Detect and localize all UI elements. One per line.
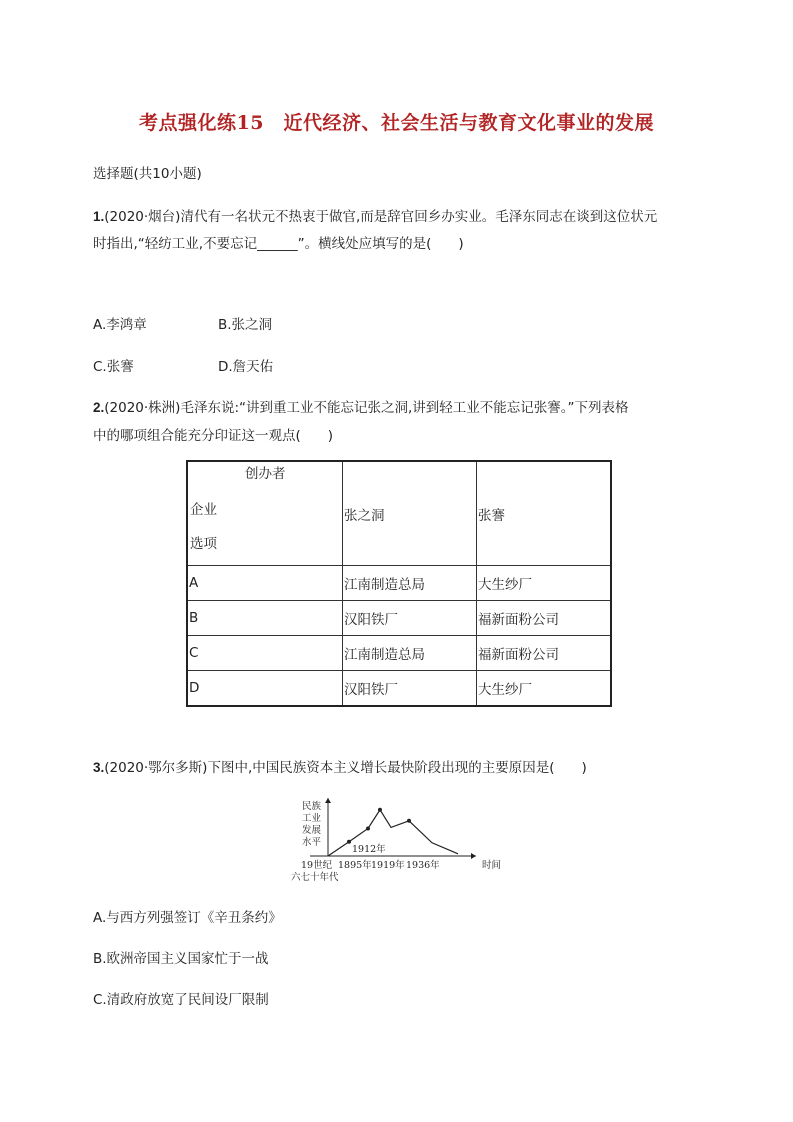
table-cell-option: A — [187, 566, 343, 601]
x-axis-arrow — [471, 853, 476, 859]
table-cell-option: D — [187, 671, 343, 707]
x-tick-1895: 1895年 — [338, 860, 372, 871]
y-axis-arrow — [325, 798, 331, 803]
question-1-option-b: B.张之洞 — [218, 317, 273, 333]
question-3-option-b: B.欧洲帝国主义国家忙于一战 — [93, 951, 269, 967]
header-option-label: 选项 — [190, 536, 217, 552]
table-cell-zhangjian: 福新面粉公司 — [477, 601, 612, 636]
data-point — [407, 819, 411, 823]
y-label-line-2: 工业 — [302, 813, 322, 824]
y-label-line-4: 水平 — [302, 837, 322, 848]
data-point — [347, 840, 351, 844]
question-3-option-a: A.与西方列强签订《辛丑条约》 — [93, 910, 282, 926]
page-title: 考点强化练15 近代经济、社会生活与教育文化事业的发展 — [139, 112, 654, 134]
table-cell-zhangzhidong: 江南制造总局 — [343, 566, 477, 601]
table-row — [187, 671, 611, 707]
question-3-number: 3. — [93, 760, 105, 775]
table-row — [187, 636, 611, 671]
table-row — [187, 601, 611, 636]
question-1-option-c: C.张謇 — [93, 359, 134, 375]
x-tick-1-line-1: 19世纪 — [301, 860, 333, 871]
table-header-row — [187, 461, 611, 566]
question-2-text-1: (2020·株洲)毛泽东说:“讲到重工业不能忘记张之洞,讲到轻工业不能忘记张謇。”下列表格 — [104, 400, 629, 416]
table-cell-zhangjian: 大生纱厂 — [477, 671, 612, 707]
question-1-option-d: D.詹天佑 — [218, 359, 274, 375]
table-cell-option: B — [187, 601, 343, 636]
series-line — [328, 810, 458, 856]
table-cell-zhangzhidong: 江南制造总局 — [343, 636, 477, 671]
x-tick-1919: 1919年 — [371, 860, 405, 871]
industry-development-chart — [288, 798, 506, 882]
question-2-line-1 — [93, 396, 629, 416]
answer-table — [186, 460, 612, 707]
table-header-diagonal-cell — [187, 461, 343, 566]
header-founder-label: 创办者 — [245, 466, 286, 482]
header-enterprise-label: 企业 — [190, 502, 217, 518]
question-1-option-a: A.李鸿章 — [93, 317, 147, 333]
table-header-zhangjian: 张謇 — [477, 461, 612, 566]
annotation-1912: 1912年 — [352, 844, 386, 855]
data-point — [378, 808, 382, 812]
data-point — [366, 827, 370, 831]
table-row — [187, 566, 611, 601]
question-1-text-1: (2020·烟台)清代有一名状元不热衷于做官,而是辞官回乡办实业。毛泽东同志在谈到这位状元 — [104, 209, 658, 225]
x-tick-1936: 1936年 — [406, 860, 440, 871]
x-tick-1-line-2: 六七十年代 — [291, 872, 339, 882]
question-1-line-1 — [93, 205, 657, 225]
question-3-option-c: C.清政府放宽了民间设厂限制 — [93, 992, 269, 1008]
x-axis-label: 时间 — [482, 860, 502, 871]
question-3-text-1: (2020·鄂尔多斯)下图中,中国民族资本主义增长最快阶段出现的主要原因是( ) — [104, 760, 587, 776]
y-label-line-3: 发展 — [302, 825, 322, 836]
question-2-number: 2. — [93, 400, 105, 415]
table-cell-zhangjian: 福新面粉公司 — [477, 636, 612, 671]
y-label-line-1: 民族 — [302, 801, 322, 812]
table-cell-option: C — [187, 636, 343, 671]
question-2-line-2: 中的哪项组合能充分印证这一观点( ) — [93, 428, 334, 444]
question-1-number: 1. — [93, 209, 105, 224]
table-cell-zhangjian: 大生纱厂 — [477, 566, 612, 601]
table-cell-zhangzhidong: 汉阳铁厂 — [343, 601, 477, 636]
section-heading: 选择题(共10小题) — [93, 166, 202, 182]
table-cell-zhangzhidong: 汉阳铁厂 — [343, 671, 477, 707]
question-1-line-2: 时指出,“轻纺工业,不要忘记______”。横线处应填写的是( ) — [93, 236, 464, 252]
question-3-line-1 — [93, 756, 587, 776]
table-header-zhangzhidong: 张之洞 — [343, 461, 477, 566]
series-points — [347, 808, 411, 844]
